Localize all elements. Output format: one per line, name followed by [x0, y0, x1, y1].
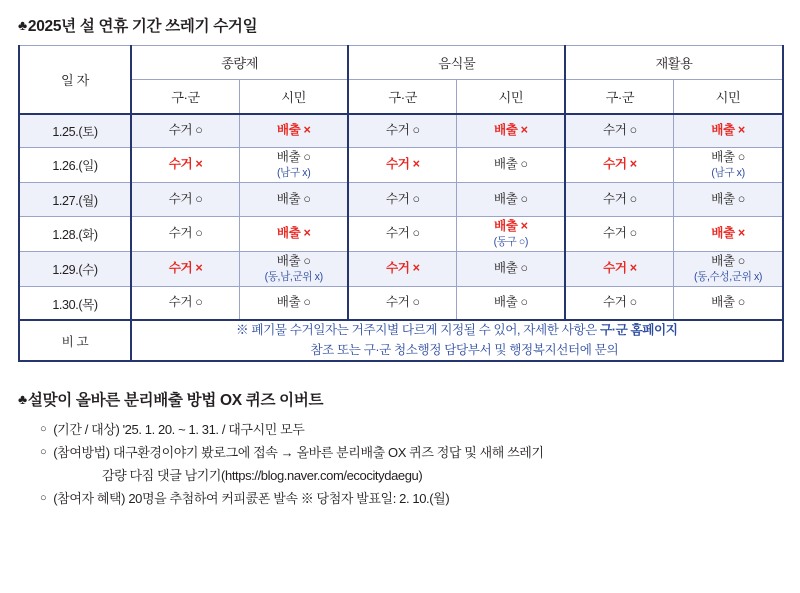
- row-cell: 배출 ○: [457, 286, 566, 320]
- row-cell: 배출 ○: [674, 286, 783, 320]
- row-cell: 수거 ○: [348, 182, 457, 216]
- row-cell: 배출 ○: [240, 286, 349, 320]
- row-cell: 배출 ○: [457, 251, 566, 286]
- remarks-label: 비 고: [19, 320, 131, 361]
- header-sub-gugun-2: 구·군: [348, 80, 457, 114]
- row-cell: 수거 ×: [565, 251, 674, 286]
- row-cell: 수거 ×: [348, 148, 457, 183]
- remarks-mark-icon: ※: [236, 323, 249, 338]
- table-row: [19, 251, 783, 286]
- header-sub-gugun-3: 구·군: [565, 80, 674, 114]
- remarks-text-1b: 구·군 홈페이지: [600, 323, 678, 338]
- header-group-recycling: 재활용: [565, 46, 782, 80]
- remarks-row: [19, 320, 783, 361]
- header-group-volume-rate: 종량제: [131, 46, 348, 80]
- event-item-text-1: (기간 / 대상) '25. 1. 20. ~ 1. 31. / 대구시민 모두: [53, 422, 305, 438]
- row-cell: 수거 ○: [565, 216, 674, 251]
- row-cell: 배출 ○: [457, 182, 566, 216]
- row-cell: 수거 ○: [131, 182, 240, 216]
- club-bullet-icon-2: ♣: [18, 391, 27, 408]
- row-cell: 수거 ×: [131, 251, 240, 286]
- remarks-text-1a: 폐기물 수거일자는 거주지별 다르게 지정될 수 있어, 자세한 사항은: [251, 323, 601, 338]
- circle-marker-icon: ○: [40, 423, 47, 436]
- section-2-title-text: 설맞이 올바른 분리배출 방법 OX 퀴즈 이버트: [27, 392, 324, 410]
- row-cell: 배출 ○: [457, 148, 566, 183]
- row-cell: 수거 ○: [348, 216, 457, 251]
- row-cell: 수거 ○: [131, 114, 240, 148]
- row-cell: 수거 ○: [565, 286, 674, 320]
- table-footer: [19, 320, 783, 361]
- header-sub-gugun-1: 구·군: [131, 80, 240, 114]
- section-2-title: [18, 388, 782, 410]
- row-date: 1.26.(일): [19, 148, 131, 183]
- list-item: [18, 488, 782, 511]
- row-date: 1.28.(화): [19, 216, 131, 251]
- table-header-group-row: [19, 46, 783, 80]
- section-1-title-text: 2025년 설 연휴 기간 쓰레기 수거일: [27, 18, 258, 35]
- row-cell: 배출 ×: [240, 114, 349, 148]
- table-row: [19, 182, 783, 216]
- event-item-list: [18, 419, 782, 510]
- circle-marker-icon: ○: [40, 446, 47, 459]
- row-cell: 수거 ○: [348, 286, 457, 320]
- header-date: 일 자: [19, 46, 131, 114]
- row-cell: 수거 ×: [565, 148, 674, 183]
- list-item: [18, 419, 782, 442]
- row-date: 1.25.(토): [19, 114, 131, 148]
- event-item-2-continuation: 감량 다짐 댓글 남기기(https://blog.naver.com/ecocitydaegu): [102, 467, 423, 483]
- row-cell: 배출 ○: [240, 182, 349, 216]
- table-header-sub-row: [19, 80, 783, 114]
- row-cell: 수거 ○: [565, 182, 674, 216]
- event-section: [18, 388, 782, 510]
- remarks-line-2: 참조 또는 구·군 청소행정 담당부서 및 행정복지선터에 문의: [310, 342, 619, 357]
- event-item-text-3: (참여자 혜택) 20명을 추첨하여 커피콠폰 발속 ※ 당첨자 발표일: 2. 10.(월): [53, 490, 450, 506]
- row-date: 1.27.(월): [19, 182, 131, 216]
- row-cell: 배출 ×: [240, 216, 349, 251]
- row-cell: 수거 ○: [131, 286, 240, 320]
- list-item: [18, 442, 782, 465]
- row-date: 1.30.(목): [19, 286, 131, 320]
- table-body: [19, 114, 783, 321]
- row-cell: 수거 ○: [348, 114, 457, 148]
- row-cell: 수거 ×: [131, 148, 240, 183]
- remarks-line-1: [236, 323, 677, 337]
- remarks-body: [131, 320, 783, 361]
- row-cell: 배출 ×: [674, 216, 783, 251]
- row-cell: 배출 ○ (남구 x): [240, 148, 349, 183]
- section-1-title: [18, 14, 782, 36]
- row-cell: 배출 ×: [457, 114, 566, 148]
- collection-schedule-table: [18, 45, 784, 362]
- row-cell: 배출 ○ (동,수성,군위 x): [674, 251, 783, 286]
- table-row: [19, 114, 783, 148]
- circle-marker-icon: ○: [40, 491, 47, 504]
- header-group-food-waste: 음식물: [348, 46, 565, 80]
- row-cell: 배출 ○ (동,남,군위 x): [240, 251, 349, 286]
- row-date: 1.29.(수): [19, 251, 131, 286]
- row-cell: 수거 ×: [348, 251, 457, 286]
- event-item-text-2: (참여방법) 대구환경이야기 봤로그에 접속 → 올바른 분리배출 OX 퀴즈 정답 및 새해 쓰레기: [53, 445, 544, 461]
- row-cell: 배출 ○: [674, 182, 783, 216]
- header-sub-citizen-1: 시민: [240, 80, 349, 114]
- table-row: [19, 216, 783, 251]
- club-bullet-icon: ♣: [18, 17, 27, 33]
- row-cell: 배출 ×: [674, 114, 783, 148]
- header-sub-citizen-2: 시민: [457, 80, 566, 114]
- row-cell: 수거 ○: [565, 114, 674, 148]
- row-cell: 배출 ○ (남구 x): [674, 148, 783, 183]
- row-cell: 배출 × (동구 ○): [457, 216, 566, 251]
- table-row: [19, 286, 783, 320]
- row-cell: 수거 ○: [131, 216, 240, 251]
- table-row: [19, 148, 783, 183]
- header-sub-citizen-3: 시민: [674, 80, 783, 114]
